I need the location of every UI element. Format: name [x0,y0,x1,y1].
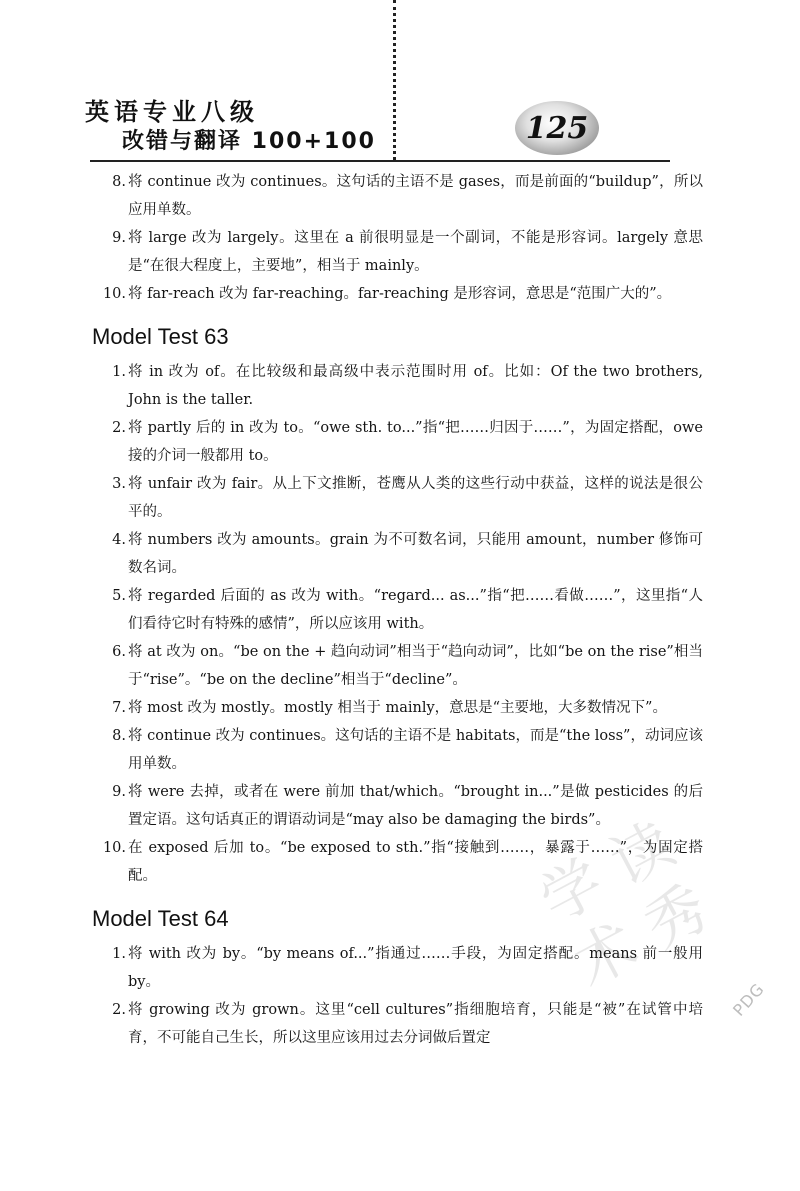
book-title-line1: 英语专业八级 [85,98,259,126]
watermark-char: 学 [529,846,615,937]
item-text: 将 partly 后的 in 改为 to。“owe sth. to...”指“把……归因于……”，为固定搭配，owe 接的介词一般都用 to。 [128,420,703,464]
item-text: 将 at 改为 on。“be on the + 趋向动词”相当于“趋向动词”，比如“be on the rise”相当于“rise”。“be on the decline”相当于“decline”。 [128,644,703,688]
watermark-char: 术 [562,910,649,1001]
item-number: 2. [112,1002,126,1018]
list-item [112,526,703,582]
list-item [112,638,703,694]
list-item [112,224,703,280]
item-number: 8. [112,728,126,744]
book-title-line2: 改错与翻译 100+100 [122,129,376,154]
list-item [112,414,703,470]
header-rule [90,160,670,162]
item-number: 10. [102,840,126,856]
item-text: 将 continue 改为 continues。这句话的主语不是 habitats，而是“the loss”，动词应该用单数。 [128,728,703,772]
item-text: 将 in 改为 of。在比较级和最高级中表示范围时用 of。比如：Of the two brothers, John is the taller. [128,364,703,408]
page-number: 125 [525,110,589,146]
item-text: 将 numbers 改为 amounts。grain 为不可数名词，只能用 amount，number 修饰可数名词。 [128,532,703,576]
watermark-char: 秀 [633,872,720,963]
item-number: 4. [112,532,126,548]
item-number: 9. [112,784,126,800]
item-number: 7. [112,700,126,716]
section-heading-64: Model Test 64 [92,906,229,931]
item-text: 将 with 改为 by。“by means of...”指通过……手段，为固定搭配。means 前一般用 by。 [128,946,703,990]
dotted-divider [393,0,396,160]
section-heading-63: Model Test 63 [92,324,229,349]
item-text: 在 exposed 后加 to。“be exposed to sth.”指“接触到……，暴露于……”，为固定搭配。 [128,840,703,884]
item-number: 1. [112,364,126,380]
list-item [112,694,703,722]
item-number: 6. [112,644,126,660]
list-item [112,358,703,414]
item-text: 将 large 改为 largely。这里在 a 前很明显是一个副词，不能是形容词。largely 意思是“在很大程度上，主要地”，相当于 mainly。 [128,230,703,274]
item-text: 将 most 改为 mostly。mostly 相当于 mainly，意思是“主要地，大多数情况下”。 [128,700,667,716]
item-text: 将 were 去掉，或者在 were 前加 that/which。“brought in...”是做 pesticides 的后置定语。这句话真正的谓语动词是“may also be damaging the birds”。 [128,784,703,828]
item-number: 10. [102,286,126,302]
item-text: 将 unfair 改为 fair。从上下文推断，苍鹰从人类的这些行动中获益，这样的说法是很公平的。 [128,476,703,520]
list-item [112,470,703,526]
item-number: 3. [112,476,126,492]
watermark-pdg: PDG [729,979,769,1020]
item-number: 8. [112,174,126,190]
item-text: 将 growing 改为 grown。这里“cell cultures”指细胞培育，只能是“被”在试管中培育，不可能自己生长，所以这里应该用过去分词做后置定 [128,1002,703,1046]
watermark-char: 读 [599,809,686,900]
item-number: 5. [112,588,126,604]
item-number: 2. [112,420,126,436]
page-number-badge [515,101,599,155]
item-number: 9. [112,230,126,246]
item-number: 1. [112,946,126,962]
page-header [0,0,800,170]
list-item [112,168,703,224]
list-item [112,582,703,638]
item-text: 将 far-reach 改为 far-reaching。far-reaching 是形容词，意思是“范围广大的”。 [128,286,672,302]
list-item [102,280,703,308]
item-text: 将 regarded 后面的 as 改为 with。“regard... as...”指“把……看做……”，这里指“人们看待它时有特殊的感情”，所以应该用 with。 [128,588,703,632]
item-text: 将 continue 改为 continues。这句话的主语不是 gases，而是前面的“buildup”，所以应用单数。 [128,174,703,218]
list-item [112,722,703,778]
